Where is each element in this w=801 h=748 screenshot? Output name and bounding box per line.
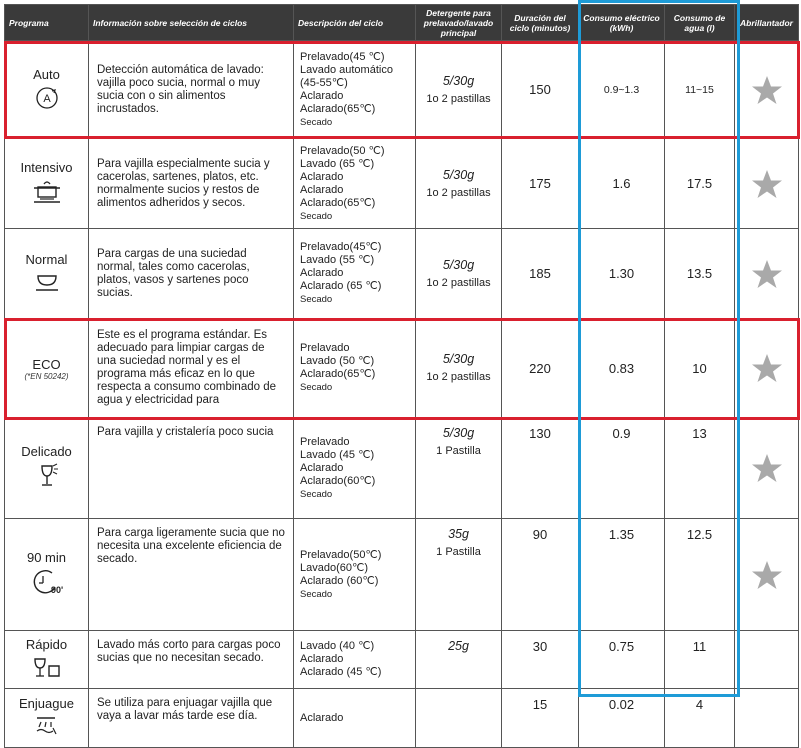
star-icon xyxy=(735,75,798,105)
cycle-cell xyxy=(294,631,416,689)
table-row xyxy=(5,139,799,229)
bowl-icon xyxy=(7,271,86,298)
cycle-step: Aclarado(60℃) xyxy=(300,474,376,487)
program-standard-note: (*EN 50242) xyxy=(24,372,69,381)
cycle-step: Aclarado (65 ℃) xyxy=(300,280,382,292)
detergent-tablets: 1 Pastilla xyxy=(436,546,481,558)
cycle-step: Aclarado xyxy=(300,183,344,196)
program-name: Enjuague xyxy=(19,696,74,711)
header-energy: Consumo eléctrico (kWh) xyxy=(579,5,665,41)
header-detergent: Detergente para prelavado/lavado principal xyxy=(416,5,502,41)
cycle-cell xyxy=(294,229,416,319)
rinse-aid-cell xyxy=(735,41,799,139)
detergent-tablets: 1o 2 pastillas xyxy=(426,371,491,383)
table-row xyxy=(5,41,799,139)
rinse-aid-cell xyxy=(735,229,799,319)
detergent-cell xyxy=(416,319,502,418)
program-cell xyxy=(5,631,89,689)
header-duration: Duración del ciclo (minutos) xyxy=(502,5,579,41)
detergent-cell xyxy=(416,689,502,748)
rinse-icon xyxy=(7,715,86,742)
table-row xyxy=(5,689,799,748)
detergent-cell xyxy=(416,139,502,229)
energy-cell: 1.6 xyxy=(579,139,665,229)
cycle-step: Lavado(60℃) xyxy=(300,561,369,574)
water-cell: 12.5 xyxy=(665,519,735,631)
cycle-step: Lavado (40 ℃) xyxy=(300,640,375,652)
cycle-cell xyxy=(294,519,416,631)
table-row xyxy=(5,418,799,519)
rinse-aid-cell xyxy=(735,689,799,748)
duration-cell: 15 xyxy=(502,689,579,748)
cycle-step: Secado xyxy=(300,210,333,222)
detergent-amount: 5/30g xyxy=(442,167,475,182)
detergent-cell xyxy=(416,229,502,319)
detergent-cell xyxy=(416,631,502,689)
program-cell xyxy=(5,319,89,418)
auto-icon xyxy=(7,86,86,115)
glasses-icon xyxy=(7,656,86,685)
cycle-step: Secado xyxy=(300,588,333,600)
star-icon xyxy=(735,453,798,483)
cycle-step: Aclarado(65℃) xyxy=(300,368,376,380)
star-icon xyxy=(735,353,798,383)
duration-cell: 130 xyxy=(502,418,579,519)
cycle-cell xyxy=(294,418,416,519)
header-water: Consumo de agua (l) xyxy=(665,5,735,41)
water-cell: 4 xyxy=(665,689,735,748)
cycle-step: Prelavado(45 ℃) xyxy=(300,50,385,63)
program-name: Delicado xyxy=(21,444,72,459)
cycle-step: Aclarado xyxy=(300,267,344,279)
info-cell: Para carga ligeramente sucia que no necesita una excelente eficiencia de secado. xyxy=(89,519,294,631)
cycle-cell xyxy=(294,689,416,748)
cycle-cell xyxy=(294,319,416,418)
energy-cell: 1.30 xyxy=(579,229,665,319)
cycle-step: (45-55℃) xyxy=(300,76,348,89)
program-name: 90 min xyxy=(26,549,67,565)
cycle-step: Lavado (65 ℃) xyxy=(300,157,375,170)
info-cell: Para vajilla especialmente sucia y cacerolas, sartenes, platos, etc. normalmente sucios y restos de alimentos adheridos y secos. xyxy=(89,139,294,229)
detergent-amount: 35g xyxy=(448,527,469,541)
info-cell: Lavado más corto para cargas poco sucias que no necesitan secado. xyxy=(89,631,294,689)
info-cell: Para vajilla y cristalería poco sucia xyxy=(89,418,294,519)
cycle-step: Aclarado xyxy=(300,89,344,102)
water-cell: 17.5 xyxy=(665,139,735,229)
energy-cell: 0.83 xyxy=(579,319,665,418)
table-row xyxy=(5,319,799,418)
detergent-amount: 5/30g xyxy=(442,426,475,440)
info-cell: Detección automática de lavado: vajilla poco sucia, normal o muy sucia con o sin alimentos incrustados. xyxy=(89,41,294,139)
rinse-aid-cell xyxy=(735,519,799,631)
rinse-aid-cell xyxy=(735,319,799,418)
detergent-cell xyxy=(416,41,502,139)
cycle-step: Lavado (45 ℃) xyxy=(300,448,375,461)
detergent-amount: 5/30g xyxy=(442,257,475,272)
program-cell xyxy=(5,41,89,139)
program-name: Intensivo xyxy=(20,159,73,175)
cycle-step: Aclarado(65℃) xyxy=(300,196,376,209)
header-info: Información sobre selección de ciclos xyxy=(89,5,294,41)
rinse-aid-cell xyxy=(735,631,799,689)
cycle-step: Lavado (55 ℃) xyxy=(300,254,375,266)
rinse-aid-cell xyxy=(735,139,799,229)
detergent-tablets: 1 Pastilla xyxy=(436,445,481,457)
detergent-amount: 25g xyxy=(448,639,469,653)
cycle-step: Secado xyxy=(300,382,333,393)
water-cell: 13 xyxy=(665,418,735,519)
program-cell xyxy=(5,519,89,631)
water-cell: 11~15 xyxy=(665,41,735,139)
program-name: Rápido xyxy=(25,636,68,652)
energy-cell: 0.9~1.3 xyxy=(579,41,665,139)
star-icon xyxy=(735,169,798,199)
program-cell xyxy=(5,229,89,319)
duration-cell: 175 xyxy=(502,139,579,229)
info-cell: Se utiliza para enjuagar vajilla que vaya a lavar más tarde ese día. xyxy=(89,689,294,748)
cycle-step: Secado xyxy=(300,488,333,500)
program-table xyxy=(4,4,799,748)
star-icon xyxy=(735,259,798,289)
duration-cell: 220 xyxy=(502,319,579,418)
detergent-amount: 5/30g xyxy=(442,352,475,366)
table-row xyxy=(5,519,799,631)
cycle-cell xyxy=(294,139,416,229)
cycle-step: Lavado automático xyxy=(300,63,393,76)
svg-text:90': 90' xyxy=(50,584,63,595)
detergent-amount: 5/30g xyxy=(442,73,475,88)
energy-cell: 1.35 xyxy=(579,519,665,631)
cycle-step: Aclarado (60℃) xyxy=(300,574,379,587)
rinse-aid-cell xyxy=(735,418,799,519)
program-name: ECO xyxy=(32,357,61,372)
energy-cell: 0.9 xyxy=(579,418,665,519)
energy-cell: 0.02 xyxy=(579,689,665,748)
cycle-step: Prelavado xyxy=(300,435,350,448)
program-cell xyxy=(5,689,89,748)
program-table-sheet xyxy=(4,4,798,724)
table-row xyxy=(5,631,799,689)
star-icon xyxy=(735,560,798,590)
clock-90-icon xyxy=(7,569,86,602)
header-cycle: Descripción del ciclo xyxy=(294,5,416,41)
cycle-step: Secado xyxy=(300,116,333,128)
cycle-step: Aclarado xyxy=(300,711,344,724)
energy-cell: 0.75 xyxy=(579,631,665,689)
cycle-step: Prelavado(50 ℃) xyxy=(300,144,385,157)
cycle-cell xyxy=(294,41,416,139)
cycle-step: Aclarado xyxy=(300,653,344,665)
duration-cell: 185 xyxy=(502,229,579,319)
cycle-step: Aclarado (45 ℃) xyxy=(300,666,382,678)
cycle-step: Lavado (50 ℃) xyxy=(300,355,375,367)
cycle-step: Aclarado(65℃) xyxy=(300,102,376,115)
detergent-cell xyxy=(416,418,502,519)
table-row xyxy=(5,229,799,319)
cycle-step: Prelavado xyxy=(300,342,350,354)
program-name: Normal xyxy=(25,251,68,267)
cycle-step: Prelavado(50℃) xyxy=(300,548,382,561)
water-cell: 13.5 xyxy=(665,229,735,319)
header-rinse-aid: Abrillantador xyxy=(735,5,799,41)
duration-cell: 30 xyxy=(502,631,579,689)
pot-icon xyxy=(7,179,86,210)
cycle-step: Aclarado xyxy=(300,170,344,183)
detergent-tablets: 1o 2 pastillas xyxy=(426,92,491,105)
table-header-row xyxy=(5,5,799,41)
cycle-step: Aclarado xyxy=(300,461,344,474)
water-cell: 10 xyxy=(665,319,735,418)
info-cell: Este es el programa estándar. Es adecuado para limpiar cargas de una suciedad normal y es el programa más eficaz en lo que respecta a consumo combinado de agua y electricidad para xyxy=(89,319,294,418)
water-cell: 11 xyxy=(665,631,735,689)
program-cell xyxy=(5,418,89,519)
svg-text:A: A xyxy=(42,92,51,105)
cycle-step: Secado xyxy=(300,294,333,305)
duration-cell: 90 xyxy=(502,519,579,631)
program-name: Auto xyxy=(33,66,60,82)
info-cell: Para cargas de una suciedad normal, tales como cacerolas, platos, vasos y sartenes poco sucias. xyxy=(89,229,294,319)
program-cell xyxy=(5,139,89,229)
header-program: Programa xyxy=(5,5,89,41)
glass-icon xyxy=(7,463,86,494)
detergent-cell xyxy=(416,519,502,631)
cycle-step: Prelavado(45℃) xyxy=(300,241,382,253)
detergent-tablets: 1o 2 pastillas xyxy=(426,276,491,289)
detergent-tablets: 1o 2 pastillas xyxy=(426,186,491,199)
duration-cell: 150 xyxy=(502,41,579,139)
